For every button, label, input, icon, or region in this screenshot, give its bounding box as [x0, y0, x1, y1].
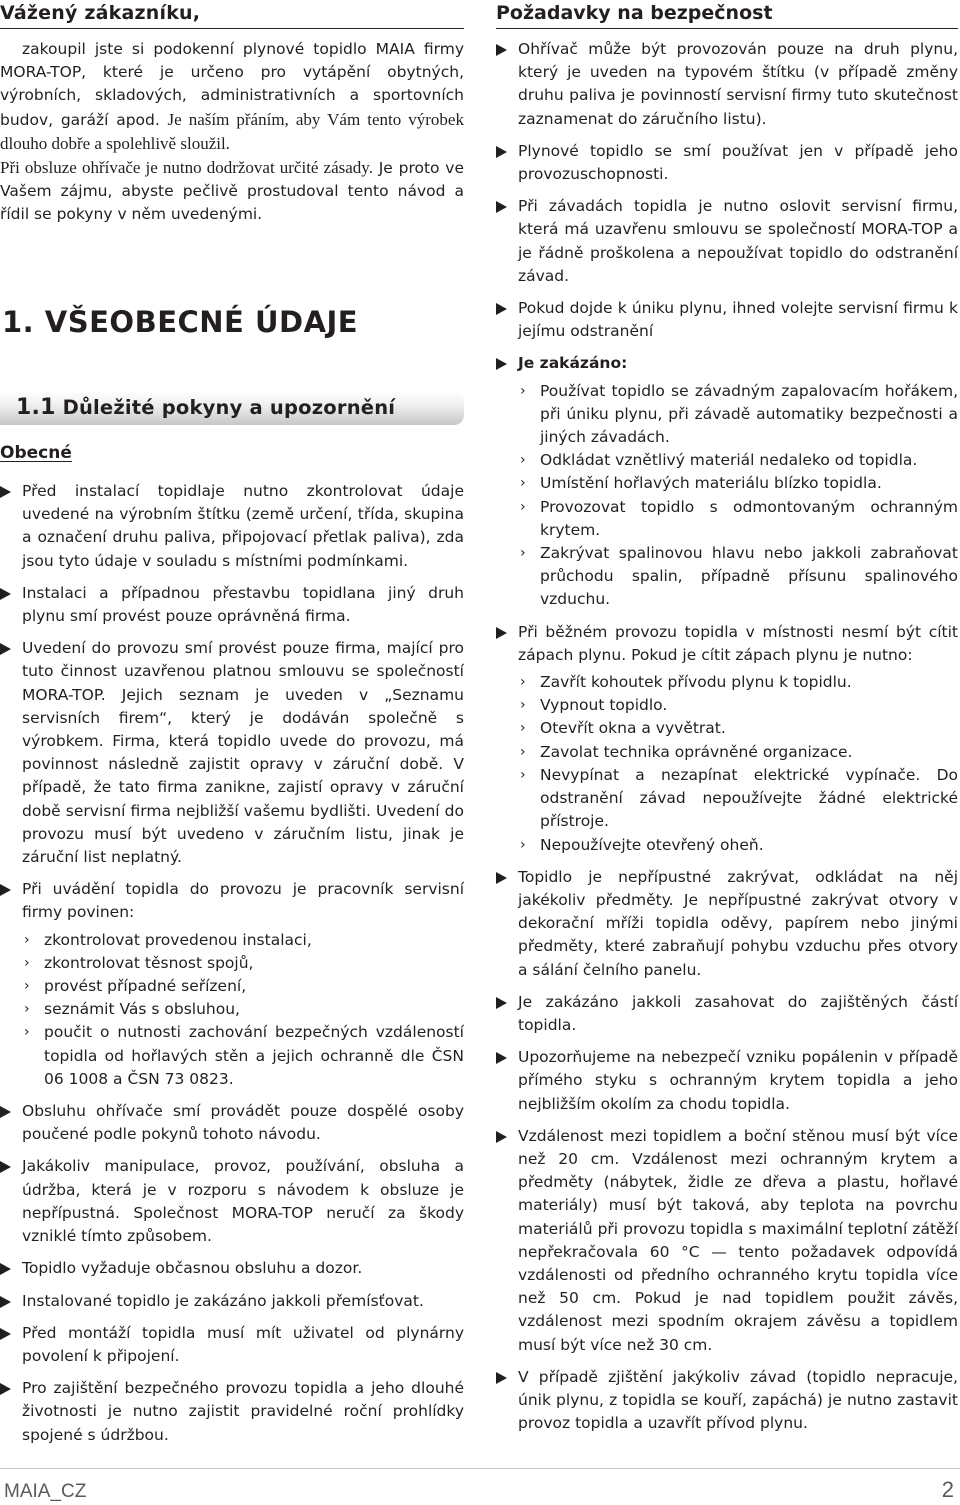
gas-steps-list: [518, 671, 958, 857]
list-item: Jakákoliv manipulace, provoz, používání, obsluha a údržba, která je v rozporu s návodem k obsluze je nepřípustná. Společnost MORA-TOP neručí za škody vzniklé tímto způsobem.: [0, 1155, 464, 1248]
section-title-text: Důležité pokyny a upozornění: [62, 396, 396, 419]
sub-list-item: › seznámit Vás s obsluhou,: [22, 998, 464, 1021]
list-item: Pokud dojde k úniku plynu, ihned volejte servisní firmu k jejímu odstranění: [496, 297, 958, 343]
chevron-bullet-icon: ›: [24, 1024, 30, 1041]
triangle-bullet-icon: [0, 1296, 11, 1308]
triangle-bullet-icon: [496, 201, 507, 213]
intro-p2-a: Při obsluze ohřívače je nutno dodržovat určité zásady.: [0, 158, 373, 178]
list-item: Je zakázáno jakkoli zasahovat do zajištěných částí topidla.: [496, 991, 958, 1037]
triangle-bullet-icon: [0, 643, 11, 655]
sub-list-item: › Zavřít kohoutek přívodu plynu k topidlu.: [518, 671, 958, 694]
triangle-bullet-icon: [496, 1372, 507, 1384]
chevron-bullet-icon: ›: [520, 498, 526, 515]
triangle-bullet-icon: [0, 884, 11, 896]
service-duties-list: [22, 929, 464, 1091]
page-number: 2: [941, 1477, 954, 1502]
intro-p2-b: Je proto ve Vašem zájmu, abyste pečlivě prostudoval tento návod a řídil se pokyny v něm uvedenými.: [0, 159, 464, 224]
subheading-general: Obecné: [0, 443, 72, 463]
chevron-bullet-icon: ›: [520, 452, 526, 469]
sub-list-item: › provést případné seřízení,: [22, 975, 464, 998]
triangle-bullet-icon: [496, 627, 507, 639]
list-item: Vzdálenost mezi topidlem a boční stěnou musí být více než 20 cm. Vzdálenost mezi ochranným krytem a předměty (nábytek, židle ze dřeva a plastu, hořlavé materiály) musí být taková, aby teplota na povrchu materiálů při provozu topidla s maximální teplotní zátěží nepřekračovala 60 °C — tento požadavek odpovídá vzdálenosti od předního ochranného krytu topidla více než 50 cm. Pokud je nad topidlem použit závěs, vzdálenost mezi spodním okrajem závěsu a topidlem musí být více než 30 cm.: [496, 1125, 958, 1357]
list-item: [496, 352, 958, 611]
chapter-title: 1. VŠEOBECNÉ ÚDAJE: [2, 305, 359, 339]
list-item: V případě zjištění jakýkoliv závad (topidlo nepracuje, únik plynu, z topidla se kouří, zapáchá) je nutno zastavit provoz topidla a uzavřít přívod plynu.: [496, 1366, 958, 1436]
list-item: Upozorňujeme na nebezpečí vzniku popálenin v případě přímého styku s ochranným krytem topidla a jeho nejbližším okolím za chodu topidla.: [496, 1046, 958, 1116]
triangle-bullet-icon: [0, 588, 11, 600]
list-item: Před instalací topidlaje nutno zkontrolovat údaje uvedené na výrobním štítku (země určení, třída, skupina a označení druhu paliva, připojovací přetlak paliva), zda jsou tyto údaje v souladu s místními podmínkami.: [0, 480, 464, 573]
general-list: [0, 480, 464, 1456]
triangle-bullet-icon: [496, 872, 507, 884]
greeting-rule: [0, 28, 464, 29]
chevron-bullet-icon: ›: [24, 931, 30, 948]
list-item: Uvedení do provozu smí provést pouze firma, mající pro tuto činnost uzavřenou platnou smlouvu se společností MORA-TOP. Jejich seznam je uveden v „Seznamu servisních firem“, který je dodáván společně s výrobkem. Firma, která topidlo uvede do provozu, má povinnost následně zajistit opravy v záruční době. V případě, že tato firma zanikne, zajistí opravy v záruční době servisní firma nejbližší vašemu bydlišti. Uvedení do provozu musí být uvedeno v záručním listu, jinak je záruční list neplatný.: [0, 637, 464, 869]
sub-list-item: › Vypnout topidlo.: [518, 694, 958, 717]
chevron-bullet-icon: ›: [520, 697, 526, 714]
chevron-bullet-icon: ›: [520, 836, 526, 853]
sub-list-item: › Nevypínat a nezapínat elektrické vypínače. Do odstranění závad nepoužívejte žádné elektrické přístroje.: [520, 765, 958, 831]
list-item: Instalaci a případnou přestavbu topidlana jiný druh plynu smí provést pouze oprávněná firma.: [0, 582, 464, 628]
triangle-bullet-icon: [0, 1328, 11, 1340]
footer-doc-id: MAIA_CZ: [4, 1481, 87, 1502]
section-number: 1.1: [16, 395, 56, 420]
intro-p1-a: zakoupil jste si podokenní plynové topidlo MAIA firmy MORA-TOP, které je určeno pro vytápění obytných, výrobních, skladových, administrativních a sportovních budov, garáží apod.: [0, 40, 464, 129]
sub-list-item: › Používat topidlo se závadným zapalovacím hořákem, při úniku plynu, při závadě automatiky bezpečnosti a jiných závadách.: [520, 381, 958, 447]
sub-list-item: › Zavolat technika oprávněné organizace.: [518, 741, 958, 764]
triangle-bullet-icon: [496, 358, 507, 370]
list-item: Obsluhu ohřívače smí provádět pouze dospělé osoby poučené podle pokynů tohoto návodu.: [0, 1100, 464, 1146]
chevron-bullet-icon: ›: [24, 978, 30, 995]
sub-list-item: › Zakrývat spalinovou hlavu nebo jakkoli zabraňovat průchodu spalin, případně přísunu spalinového vzduchu.: [520, 544, 958, 609]
safety-heading: Požadavky na bezpečnost: [496, 2, 773, 24]
forbidden-label: Je zakázáno:: [518, 354, 628, 373]
list-item: Před montáží topidla musí mít uživatel od plynárny povolení k připojení.: [0, 1322, 464, 1368]
list-item: Při uvádění topidla do provozu je pracovník servisní firmy povinen: › zkontrolovat provedenou instalaci, › zkontrolovat těsnost spojů, › provést případné seřízení, › seznámit Vás s obsluhou, › poučit o nutnosti zachování bezpečných vzdáleností topidla od hořlavých stěn a jejich ochranně dle ČSN 06 1008 a ČSN 73 0823.: [0, 878, 464, 1091]
triangle-bullet-icon: [0, 1383, 11, 1395]
triangle-bullet-icon: [496, 997, 507, 1009]
list-item: Topidlo je nepřípustné zakrývat, odkládat na něj jakékoliv předměty. Je nepřípustné zakrývat otvory v dekorační mříži topidla oděvy, papírem nebo jinými předměty, které zabraňují pohybu vzduchu přes otvory a sálání čelního panelu.: [496, 866, 958, 982]
sub-list-item: › Nepoužívejte otevřený oheň.: [518, 834, 958, 857]
sub-list-item: › Provozovat topidlo s odmontovaným ochranným krytem.: [520, 497, 958, 539]
intro-text: [0, 38, 464, 227]
sub-list-item: › poučit o nutnosti zachování bezpečných vzdáleností topidla od hořlavých stěn a jejich ochranně dle ČSN 06 1008 a ČSN 73 0823.: [24, 1023, 464, 1088]
list-item: Při běžném provozu topidla v místnosti nesmí být cítit zápach plynu. Pokud je cítit zápach plynu je nutno: › Zavřít kohoutek přívodu plynu k topidlu. › Vypnout topidlo. › Otevřít okna a vyvětrat. › Zavolat technika oprávněné organizace. › Nevypínat a nezapínat elektrické vypínače. Do odstranění závad nepoužívejte žádné elektrické přístroje. › Nepoužívejte otevřený oheň.: [496, 621, 958, 857]
forbidden-list: [518, 380, 958, 612]
triangle-bullet-icon: [496, 1131, 507, 1143]
sub-list-item: › Otevřít okna a vyvětrat.: [518, 717, 958, 740]
triangle-bullet-icon: [496, 44, 507, 56]
chevron-bullet-icon: ›: [520, 382, 526, 399]
chevron-bullet-icon: ›: [520, 674, 526, 691]
chevron-bullet-icon: ›: [520, 720, 526, 737]
chevron-bullet-icon: ›: [520, 545, 526, 562]
triangle-bullet-icon: [496, 1052, 507, 1064]
triangle-bullet-icon: [0, 1161, 11, 1173]
triangle-bullet-icon: [0, 1106, 11, 1118]
sub-list-item: › Odkládat vznětlivý materiál nedaleko od topidla.: [518, 449, 958, 472]
triangle-bullet-icon: [0, 486, 11, 498]
triangle-bullet-icon: [496, 146, 507, 158]
chevron-bullet-icon: ›: [520, 766, 526, 783]
triangle-bullet-icon: [0, 1263, 11, 1275]
list-item: Ohřívač může být provozován pouze na druh plynu, který je uveden na typovém štítku (v případě změny druhu paliva je povinností servisní firmy tuto skutečnost zaznamenat do záručního listu).: [496, 38, 958, 131]
chevron-bullet-icon: ›: [24, 954, 30, 971]
chevron-bullet-icon: ›: [24, 1001, 30, 1018]
footer-rule: [0, 1468, 960, 1469]
greeting-heading: Vážený zákazníku,: [0, 2, 201, 24]
list-item: Při závadách topidla je nutno oslovit servisní firmu, která má uzavřenu smlouvu se společností MORA-TOP a je řádně proškolena a nepoužívat topidlo do odstranění závad.: [496, 195, 958, 288]
list-item: Topidlo vyžaduje občasnou obsluhu a dozor.: [0, 1257, 464, 1280]
sub-list-item: › Umístění hořlavých materiálu blízko topidla.: [518, 472, 958, 495]
chevron-bullet-icon: ›: [520, 475, 526, 492]
sub-list-item: › zkontrolovat těsnost spojů,: [22, 952, 464, 975]
safety-rule: [496, 28, 958, 29]
intro-p1-b: Je naším přáním, aby Vám tento výrobek dlouho dobře a spolehlivě sloužil.: [0, 109, 464, 153]
list-item: Instalované topidlo je zakázáno jakkoli přemísťovat.: [0, 1290, 464, 1313]
chevron-bullet-icon: ›: [520, 743, 526, 760]
safety-list: [496, 38, 958, 1444]
list-item: Plynové topidlo se smí používat jen v případě jeho provozuschopnosti.: [496, 140, 958, 186]
triangle-bullet-icon: [496, 303, 507, 315]
sub-list-item: › zkontrolovat provedenou instalaci,: [22, 929, 464, 952]
section-title: [16, 392, 395, 424]
list-item: Pro zajištění bezpečného provozu topidla a jeho dlouhé životnosti je nutno zajistit pravidelné roční prohlídky spojené s údržbou.: [0, 1377, 464, 1447]
